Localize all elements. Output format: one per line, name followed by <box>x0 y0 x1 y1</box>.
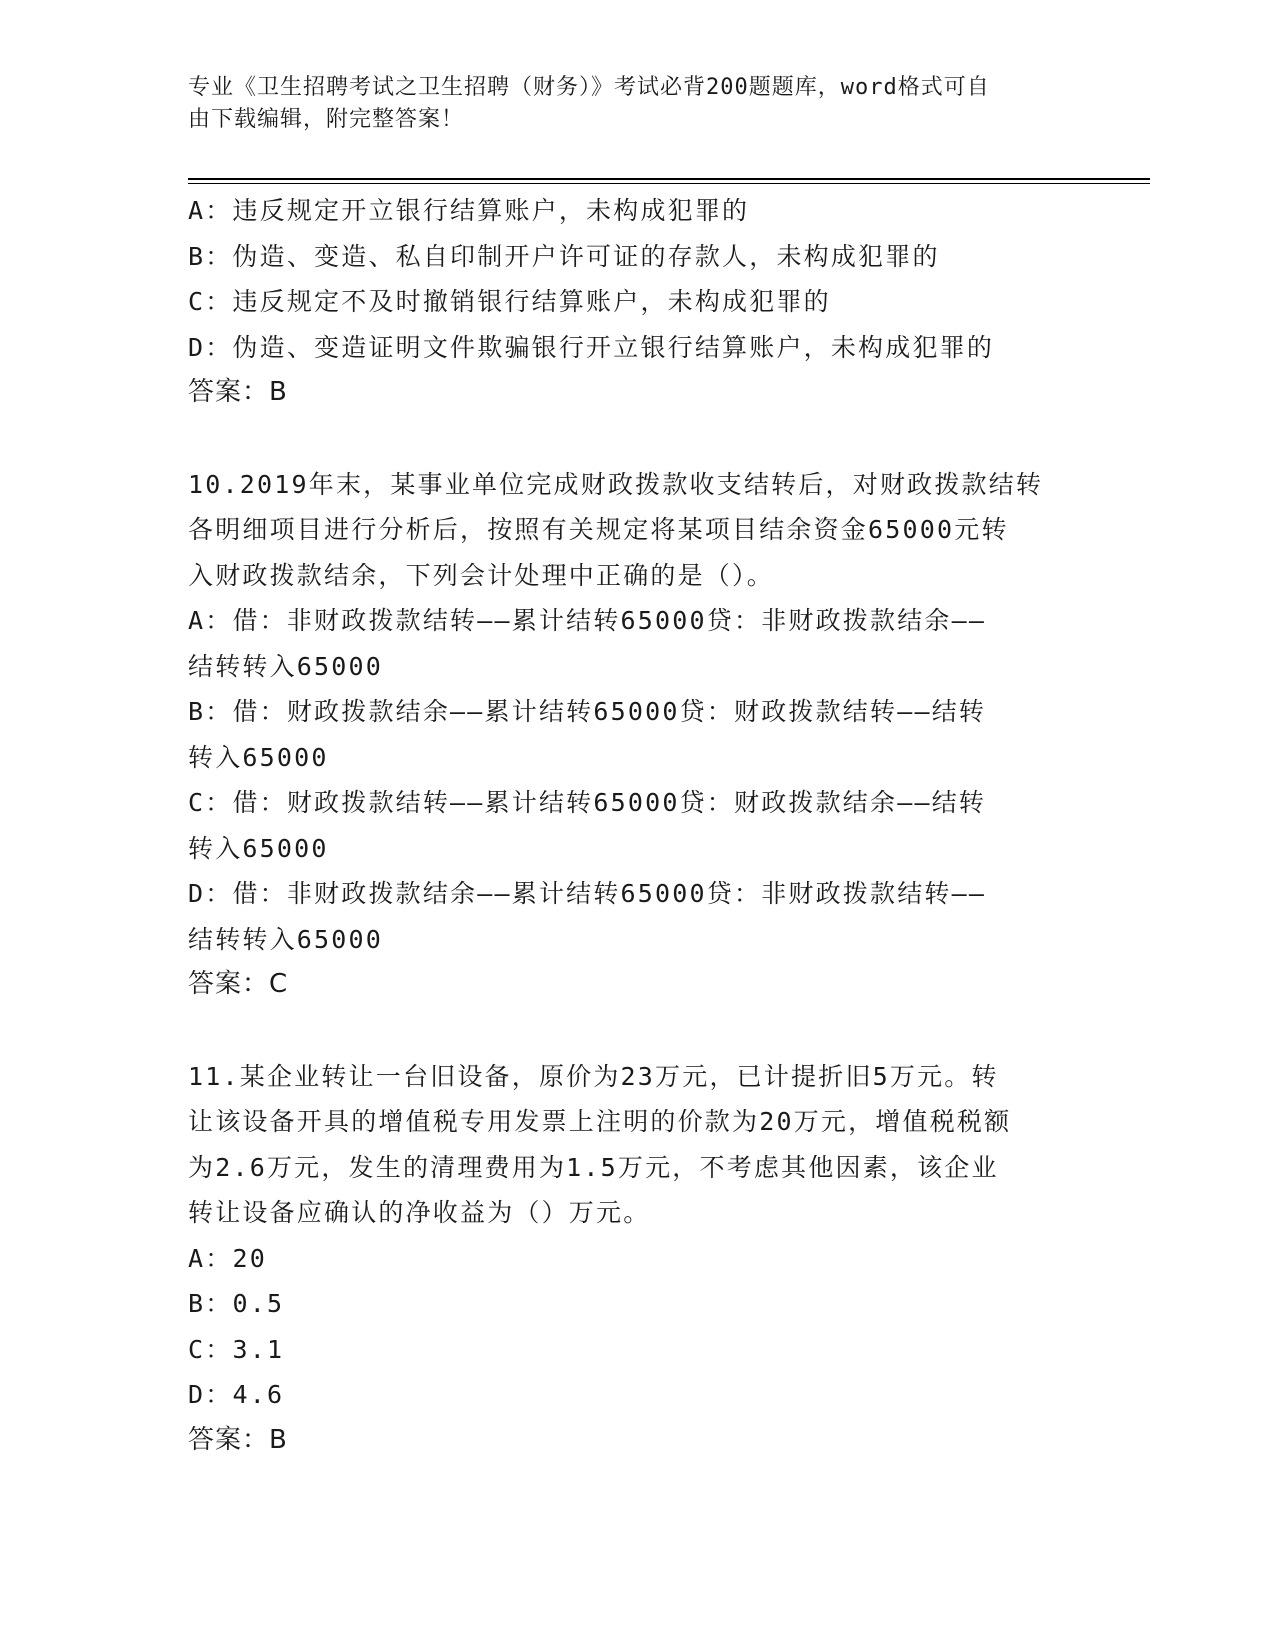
question-stem-line: 10.2019年末，某事业单位完成财政拨款收支结转后，对财政拨款结转 <box>188 469 1044 499</box>
answer-label: 答案：B <box>188 1424 288 1455</box>
question-9-block <box>188 188 1088 416</box>
question-11-block <box>188 1054 1088 1464</box>
option-d: D：伪造、变造证明文件欺骗银行开立银行结算账户，未构成犯罪的 <box>188 332 995 362</box>
option-a-continued: 结转转入65000 <box>188 651 384 681</box>
option-d: D：4.6 <box>188 1380 285 1409</box>
option-a: A：违反规定开立银行结算账户，未构成犯罪的 <box>188 196 750 225</box>
question-stem-line: 各明细项目进行分析后，按照有关规定将某项目结余资金65000元转 <box>188 515 1009 544</box>
header-rule-thin <box>188 183 1150 184</box>
question-stem-line: 让该设备开具的增值税专用发票上注明的价款为20万元，增值税税额 <box>188 1107 1012 1136</box>
document-body <box>188 188 1088 1463</box>
option-b: B：借：财政拨款结余——累计结转65000贷：财政拨款结转——结转 <box>188 697 987 726</box>
question-stem-line: 11.某企业转让一台旧设备，原价为23万元，已计提折旧5万元。转 <box>188 1061 999 1091</box>
answer-label: 答案：B <box>188 377 288 407</box>
option-c-continued: 转入65000 <box>188 833 329 863</box>
question-stem-line: 入财政拨款结余，下列会计处理中正确的是（）。 <box>188 560 774 590</box>
option-d: D：借：非财政拨款结余——累计结转65000贷：非财政拨款结转—— <box>188 879 987 908</box>
question-stem-line: 为2.6万元，发生的清理费用为1.5万元，不考虑其他因素，该企业 <box>188 1152 999 1182</box>
option-a: A：借：非财政拨款结转——累计结转65000贷：非财政拨款结余—— <box>188 606 987 635</box>
option-c: C：借：财政拨款结转——累计结转65000贷：财政拨款结余——结转 <box>188 788 987 817</box>
option-b: B：伪造、变造、私自印制开户许可证的存款人，未构成犯罪的 <box>188 241 940 271</box>
option-c: C：3.1 <box>188 1334 285 1364</box>
answer-label: 答案：C <box>188 969 289 999</box>
option-c: C：违反规定不及时撤销银行结算账户，未构成犯罪的 <box>188 287 831 316</box>
header-rule-thick <box>188 178 1150 180</box>
option-b: B：0.5 <box>188 1289 285 1318</box>
question-stem-line: 转让设备应确认的净收益为（）万元。 <box>188 1198 651 1227</box>
option-d-continued: 结转转入65000 <box>188 924 384 954</box>
header-line-1: 专业《卫生招聘考试之卫生招聘（财务）》考试必背200题题库，word格式可自 <box>188 75 990 100</box>
option-a: A：20 <box>188 1243 267 1273</box>
document-header <box>188 72 1078 136</box>
header-line-2: 由下载编辑，附完整答案！ <box>188 107 465 132</box>
option-b-continued: 转入65000 <box>188 742 329 772</box>
question-10-block <box>188 462 1088 1008</box>
